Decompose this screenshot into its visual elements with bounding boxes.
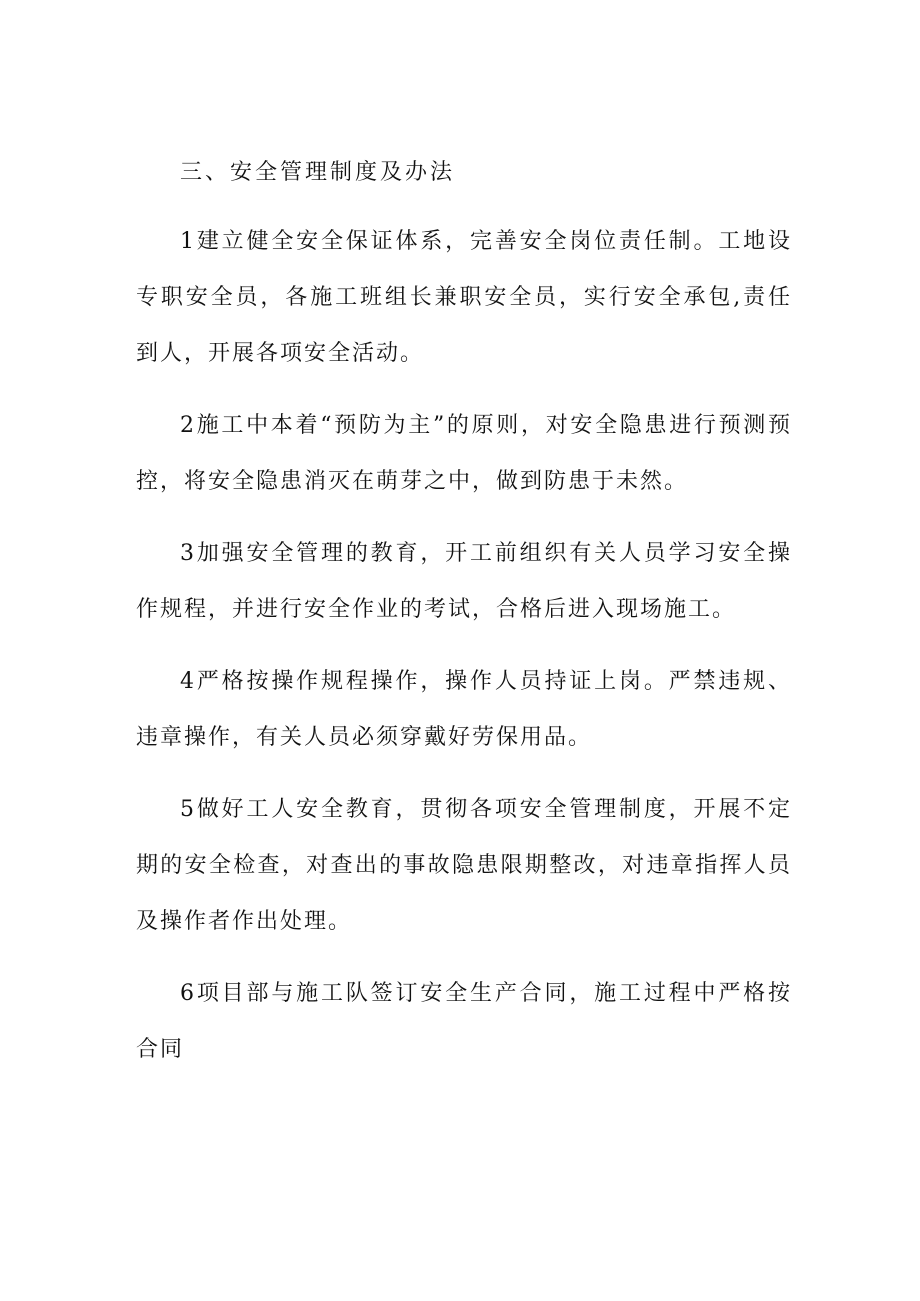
document-body (136, 148, 792, 1094)
paragraph-3: 3加强安全管理的教育，开工前组织有关人员学习安全操作规程，并进行安全作业的考试，合格后进入现场施工。 (136, 541, 792, 622)
section-heading: 三、安全管理制度及办法 (180, 160, 456, 185)
paragraph-5: 5做好工人安全教育，贯彻各项安全管理制度，开展不定期的安全检查，对查出的事故隐患限期整改，对违章指挥人员及操作者作出处理。 (136, 797, 792, 934)
paragraph-4: 4严格按操作规程操作，操作人员持证上岗。严禁违规、违章操作，有关人员必须穿戴好劳保用品。 (136, 669, 792, 750)
paragraph-2: 2施工中本着“预防为主”的原则，对安全隐患进行预测预控，将安全隐患消灭在萌芽之中，做到防患于未然。 (136, 413, 792, 494)
paragraph-1: 1建立健全安全保证体系，完善安全岗位责任制。工地设专职安全员，各施工班组长兼职安全员，实行安全承包,责任到人，开展各项安全活动。 (136, 229, 792, 366)
paragraph-6: 6项目部与施工队签订安全生产合同，施工过程中严格按合同 (136, 981, 792, 1062)
